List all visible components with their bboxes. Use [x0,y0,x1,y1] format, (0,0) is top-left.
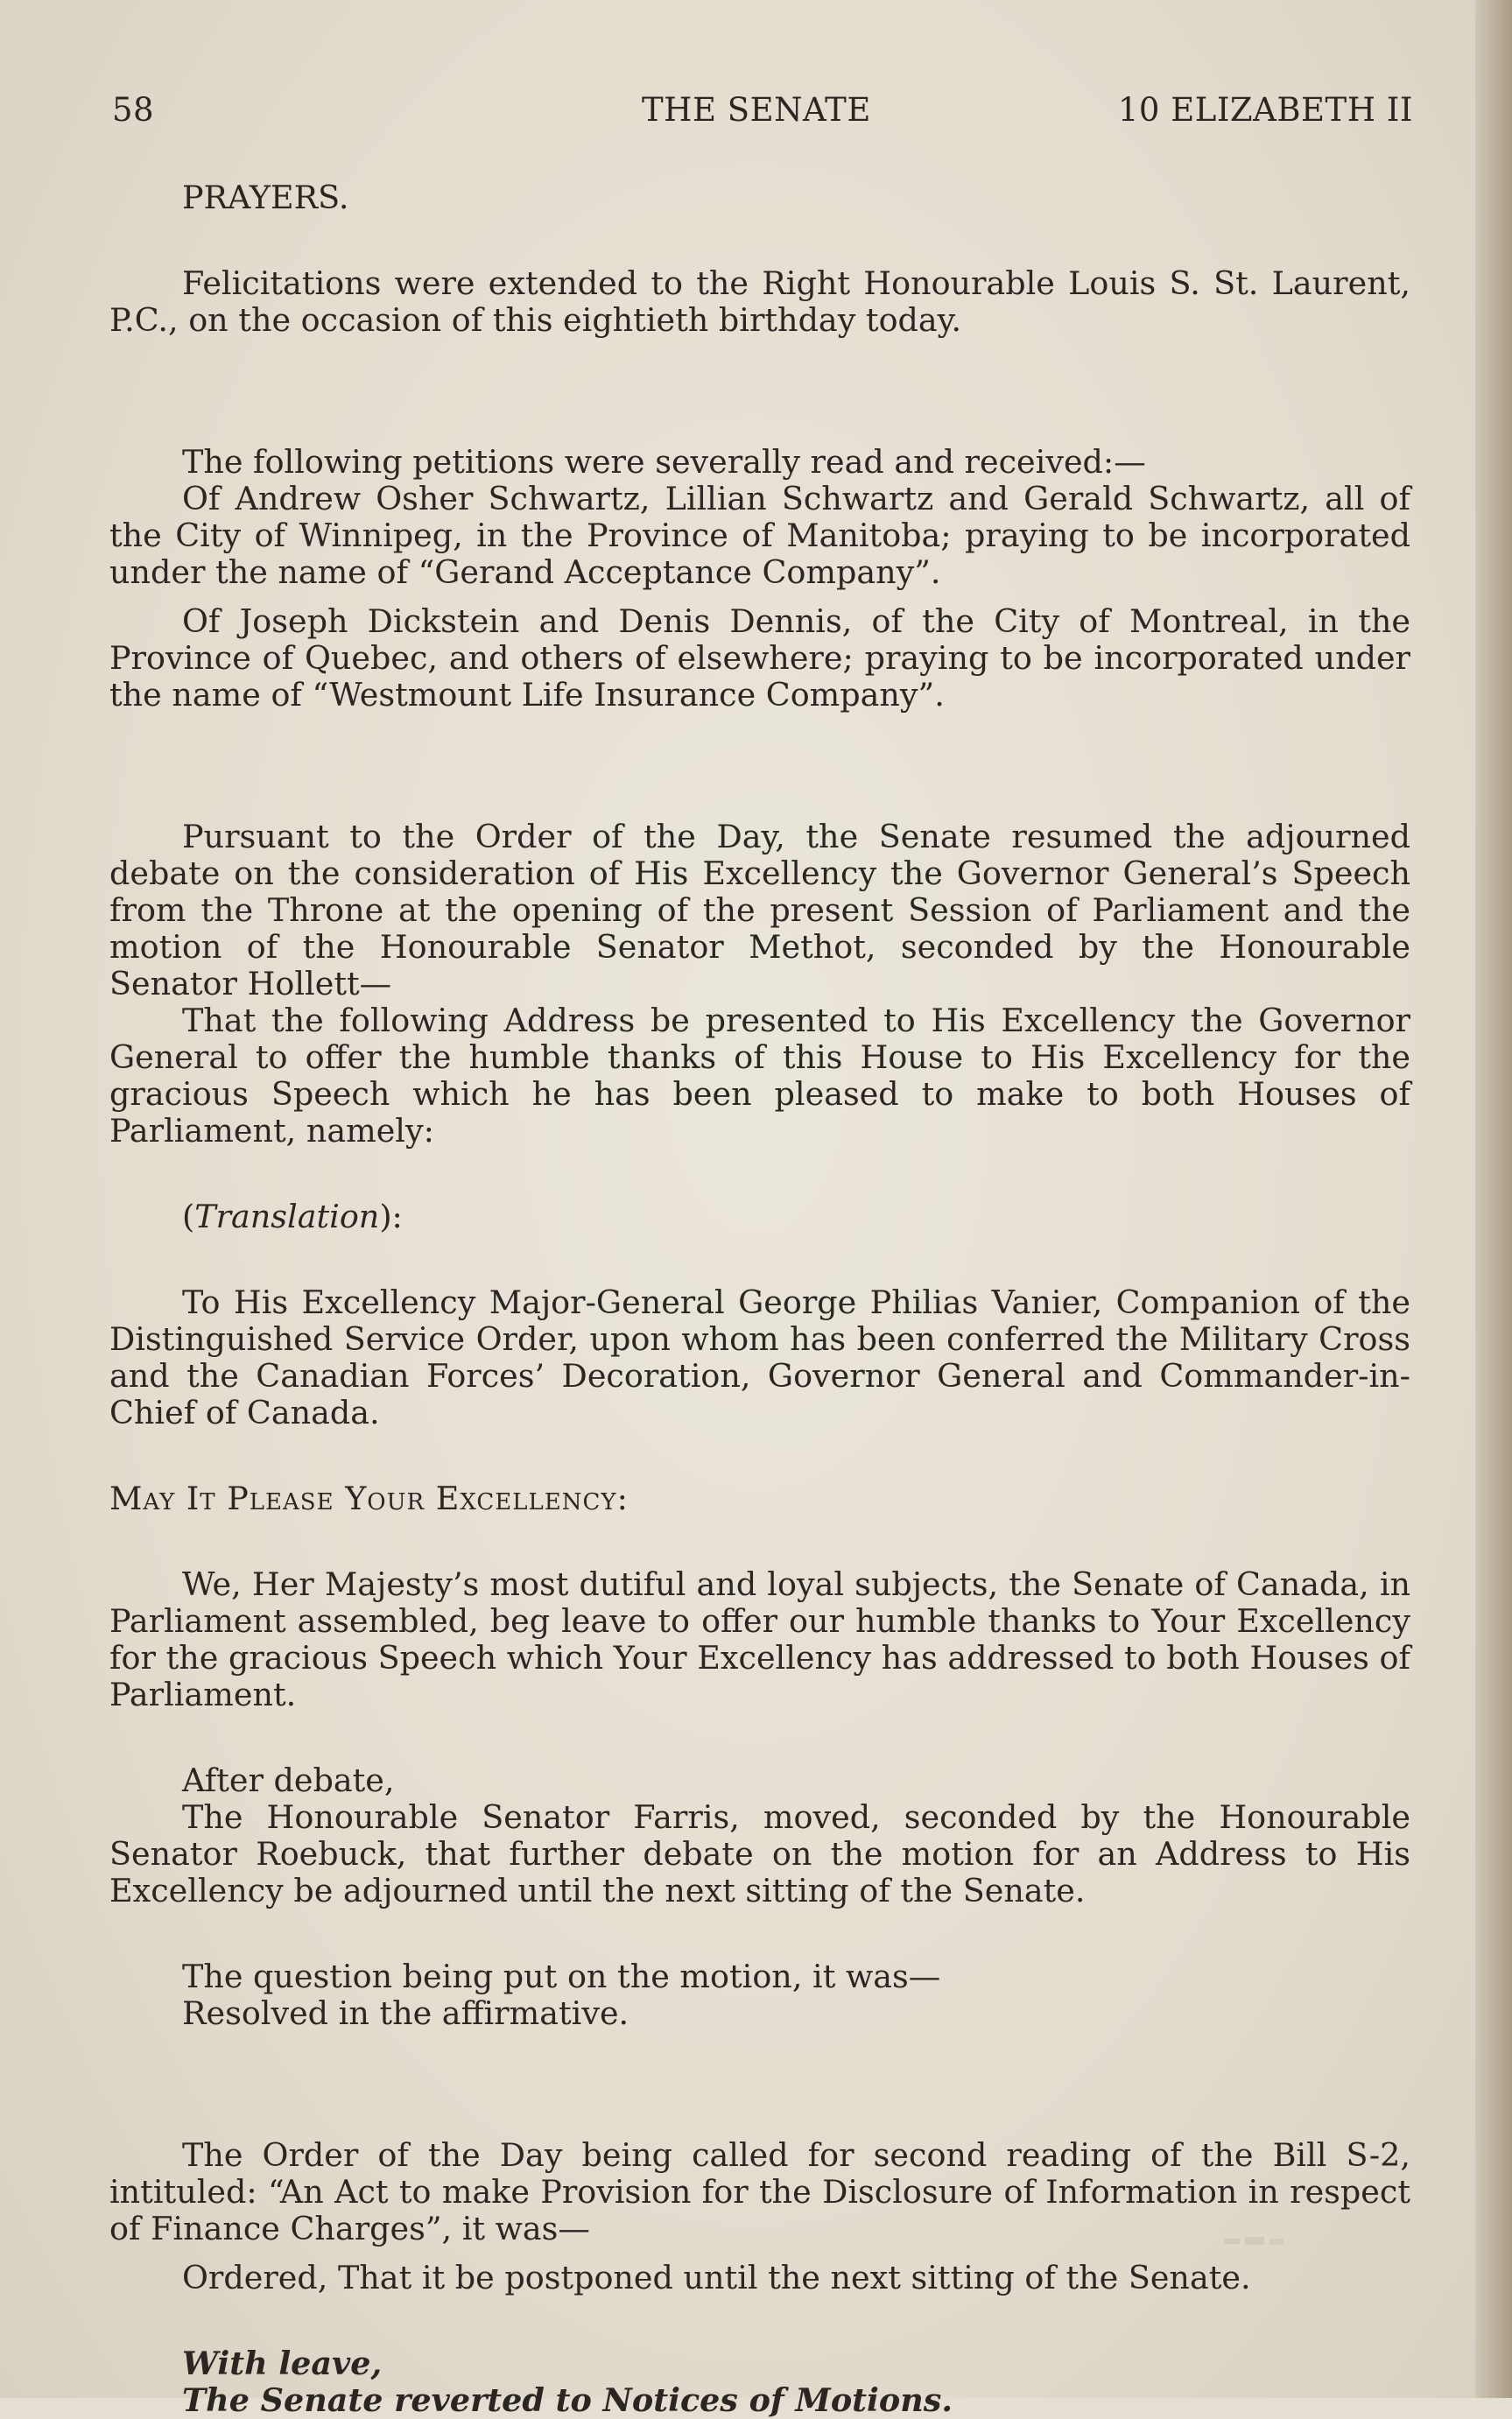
page-edge [1475,0,1512,2398]
question-put-line: The question being put on the motion, it was— [182,1958,941,1995]
document-body [109,179,1410,2419]
prayers-heading: PRAYERS. [182,179,349,216]
page-number: 58 [112,91,155,129]
header-session: 10 ELIZABETH II [1117,91,1413,129]
ordered-line: Ordered, That it be postponed until the next sitting of the Senate. [182,2259,1251,2296]
we-her-majesty-paragraph: We, Her Majesty’s most dutiful and loyal subjects, the Senate of Canada, in Parliament assembled, beg leave to offer our humble thanks to Your Excellency for the gracious Speech which Your Excellency has addressed to both Houses of Parliament. [109,1565,1410,1713]
faint-stamp-mark [1224,2231,1287,2243]
header-title: THE SENATE [642,91,871,129]
translation-label: (Translation): [182,1198,403,1235]
farris-motion-paragraph: The Honourable Senator Farris, moved, seconded by the Honourable Senator Roebuck, that further debate on the motion for an Address to His Excellency be adjourned until the next sitting of the Senate. [109,1798,1410,1909]
may-it-please-heading: May It Please Your Excellency: [109,1480,629,1517]
translation-word: Translation [194,1198,380,1235]
running-header [112,91,1413,140]
petition-1: Of Andrew Osher Schwartz, Lillian Schwartz and Gerald Schwartz, all of the City of Winnipeg, in the Province of Manitoba; praying to be incorporated under the name of “Gerand Acceptance Company”. [109,480,1410,591]
reverted-line: The Senate reverted to Notices of Motions. [182,2381,953,2419]
felicitations-paragraph: Felicitations were extended to the Right Honourable Louis S. St. Laurent, P.C., on the occasion of this eightieth birthday today. [109,264,1410,339]
resolved-line: Resolved in the affirmative. [182,1994,629,2032]
petitions-intro: The following petitions were severally read and received:— [182,443,1146,481]
with-leave-line: With leave, [182,2345,383,2382]
to-his-excellency-paragraph: To His Excellency Major-General George Philias Vanier, Companion of the Distinguished Service Order, upon whom has been conferred the Military Cross and the Canadian Forces’ Decoration, Governor General and Commander-in-Chief of Canada. [109,1283,1410,1431]
stamp-smudge-icon [1224,2235,1287,2247]
address-paragraph: That the following Address be presented to His Excellency the Governor General to offer the humble thanks of this House to His Excellency for the gracious Speech which he has been pleased to make to both Houses of Parliament, namely: [109,1002,1410,1150]
order-of-day-paragraph: The Order of the Day being called for second reading of the Bill S-2, intituled: “An Act to make Provision for the Disclosure of Information in respect of Finance Charges”, it was— [109,2136,1410,2247]
pursuant-paragraph: Pursuant to the Order of the Day, the Senate resumed the adjourned debate on the consideration of His Excellency the Governor General’s Speech from the Throne at the opening of the present Session of Parliament and the motion of the Honourable Senator Methot, seconded by the Honourable Senator Hollett— [109,818,1410,1002]
petition-2: Of Joseph Dickstein and Denis Dennis, of the City of Montreal, in the Province of Quebec, and others of elsewhere; praying to be incorporated under the name of “Westmount Life Insurance Company”. [109,602,1410,714]
after-debate-line: After debate, [182,1762,395,1799]
